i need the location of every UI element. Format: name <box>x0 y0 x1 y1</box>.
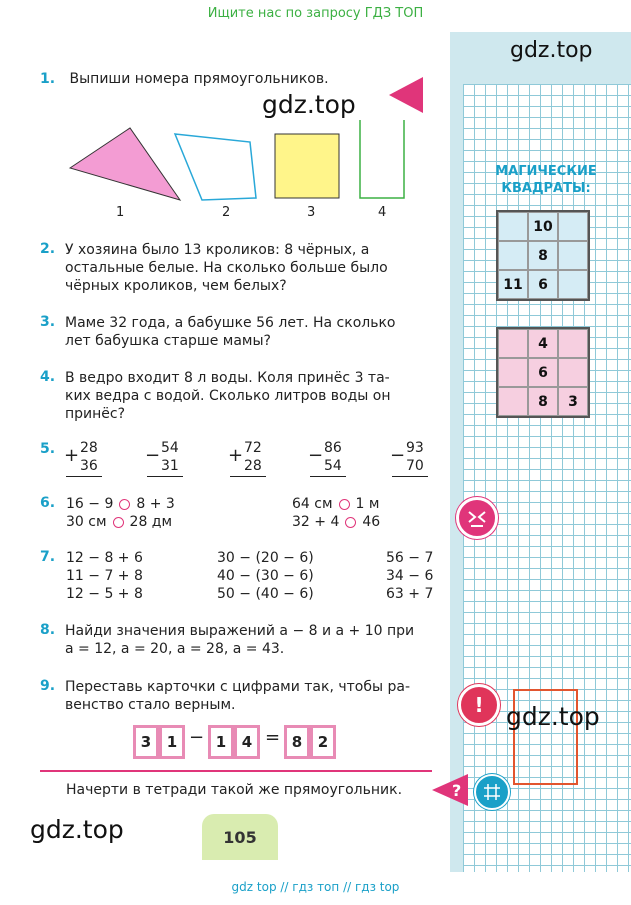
magic-cell[interactable]: 6 <box>528 358 558 387</box>
task-6-left: 16 − 9 8 + 3 30 см 28 дм <box>66 496 175 530</box>
task-5-number: 5. <box>40 441 56 457</box>
magic-cell[interactable]: 8 <box>528 241 558 270</box>
compare-icon <box>456 497 498 539</box>
task-1-shapes <box>60 120 420 205</box>
magic-cell[interactable]: 11 <box>498 270 528 299</box>
task-6-right: 64 см 1 м 32 + 4 46 <box>292 496 381 530</box>
magic-cell[interactable] <box>498 358 528 387</box>
task-4-number: 4. <box>40 369 56 385</box>
digit-card[interactable]: 1 <box>208 725 234 759</box>
compare-circle-icon <box>113 517 124 528</box>
column-sum <box>308 440 352 480</box>
magic-cell[interactable]: 6 <box>528 270 558 299</box>
magic-squares-title: МАГИЧЕСКИЕ КВАДРАТЫ: <box>495 164 597 196</box>
equals-sign: = <box>265 727 281 748</box>
grid-globe-icon <box>474 774 510 810</box>
digit-card[interactable]: 3 <box>133 725 159 759</box>
svg-text:?: ? <box>452 781 462 800</box>
shape-trapezoid <box>175 134 256 200</box>
magic-square-2 <box>496 327 590 418</box>
column-sum <box>390 440 434 480</box>
watermark-top: gdz.top <box>510 38 593 63</box>
shape-label-3: 3 <box>307 205 316 220</box>
divider <box>40 770 432 772</box>
sum-line <box>147 476 183 477</box>
compare-circle-icon <box>345 517 356 528</box>
digit-card[interactable]: 8 <box>284 725 310 759</box>
task-3-number: 3. <box>40 314 56 330</box>
magic-cell[interactable]: 10 <box>528 212 558 241</box>
shape-rectangle <box>360 120 404 198</box>
magic-cell[interactable] <box>498 241 528 270</box>
page-number: 105 <box>202 814 278 860</box>
task-1-text: Выпиши номера прямоугольников. <box>69 71 329 87</box>
digit-card[interactable]: 4 <box>234 725 260 759</box>
column-sum <box>228 440 272 480</box>
magic-cell[interactable]: 4 <box>528 329 558 358</box>
shape-square <box>275 134 339 198</box>
magic-cell[interactable] <box>558 212 588 241</box>
sum-line <box>310 476 346 477</box>
footer: gdz top // гдз топ // гдз top <box>231 880 400 894</box>
shape-triangle <box>70 128 180 200</box>
task-1-number: 1. <box>40 71 56 87</box>
task-7-number: 7. <box>40 549 56 565</box>
operand-top: 86 <box>324 440 342 456</box>
sum-line <box>66 476 102 477</box>
operator: − <box>390 445 406 466</box>
magic-cell[interactable]: 8 <box>528 387 558 416</box>
task-8-text: Найди значения выражений a − 8 и a + 10 при a = 12, a = 20, a = 28, a = 43. <box>65 623 415 657</box>
operator: + <box>64 445 80 466</box>
digit-card[interactable]: 2 <box>310 725 336 759</box>
watermark-mid: gdz.top <box>506 702 600 731</box>
magic-cell[interactable] <box>498 212 528 241</box>
watermark-bottom: gdz.top <box>30 815 124 844</box>
shape-label-2: 2 <box>222 205 231 220</box>
magic-cell[interactable] <box>498 329 528 358</box>
compare-circle-icon <box>339 499 350 510</box>
task-3-text: Маме 32 года, а бабушке 56 лет. На сколько лет бабушка старше мамы? <box>65 315 396 349</box>
operand-bottom: 70 <box>406 458 424 474</box>
operator: + <box>228 445 244 466</box>
task-2-text: У хозяина было 13 кроликов: 8 чёрных, а остальные белые. На сколько больше было чёрных кроликов, чем белых? <box>65 242 388 294</box>
magic-cell[interactable] <box>558 358 588 387</box>
task-6-number: 6. <box>40 495 56 511</box>
sum-line <box>230 476 266 477</box>
pink-pointer-icon <box>385 75 425 115</box>
operand-top: 54 <box>161 440 179 456</box>
column-sum <box>64 440 108 480</box>
magic-cell[interactable]: 3 <box>558 387 588 416</box>
operand-bottom: 28 <box>244 458 262 474</box>
sum-line <box>392 476 428 477</box>
watermark-main: gdz.top <box>262 90 356 119</box>
operand-bottom: 31 <box>161 458 179 474</box>
operator: − <box>308 445 324 466</box>
magic-cell[interactable] <box>498 387 528 416</box>
operand-top: 93 <box>406 440 424 456</box>
compare-circle-icon <box>119 499 130 510</box>
shape-label-4: 4 <box>378 205 387 220</box>
top-banner: Ищите нас по запросу ГДЗ ТОП <box>207 6 424 21</box>
magic-cell[interactable] <box>558 241 588 270</box>
task-7-col-2: 30 − (20 − 6) 40 − (30 − 6) 50 − (40 − 6) <box>217 550 314 602</box>
column-sum <box>145 440 189 480</box>
task-7-col-3: 56 − 7 34 − 6 63 + 7 <box>386 550 434 602</box>
question-pointer-icon <box>430 772 470 808</box>
shape-label-1: 1 <box>116 205 125 220</box>
operator: − <box>145 445 161 466</box>
magic-cell[interactable] <box>558 329 588 358</box>
operand-top: 72 <box>244 440 262 456</box>
task-8-number: 8. <box>40 622 56 638</box>
task-9-number: 9. <box>40 678 56 694</box>
task-1 <box>40 70 329 88</box>
task-7-col-1: 12 − 8 + 6 11 − 7 + 8 12 − 5 + 8 <box>66 550 143 602</box>
task-2-number: 2. <box>40 241 56 257</box>
bottom-task-text: Начерти в тетради такой же прямоугольник. <box>66 782 403 798</box>
exclamation-icon: ! <box>458 684 500 726</box>
digit-card[interactable]: 1 <box>159 725 185 759</box>
task-4-text: В ведро входит 8 л воды. Коля принёс 3 та- ких ведра с водой. Сколько литров воды он принёс? <box>65 370 391 422</box>
operand-top: 28 <box>80 440 98 456</box>
operand-bottom: 36 <box>80 458 98 474</box>
minus-sign: − <box>189 727 205 748</box>
magic-square-1 <box>496 210 590 301</box>
magic-cell[interactable] <box>558 270 588 299</box>
operand-bottom: 54 <box>324 458 342 474</box>
task-9-text: Переставь карточки с цифрами так, чтобы ра- венство стало верным. <box>65 679 411 713</box>
